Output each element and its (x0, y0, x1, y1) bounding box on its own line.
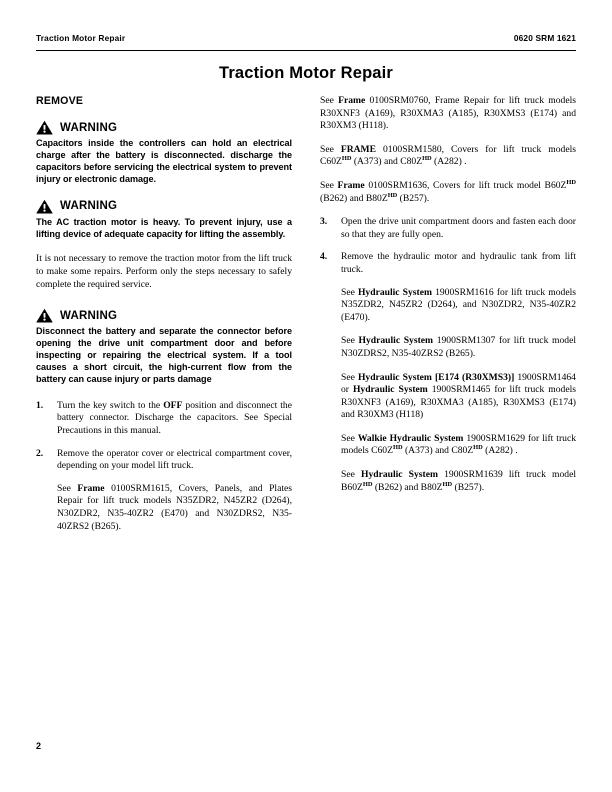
model-superscript-hd: HD (392, 444, 403, 452)
reference-body: 0100SRM0760, Frame Repair for lift truck models R30XNF3 (A169), R30XMA3 (A185), R30XMS3 (E174) and R30XM3 (H118). (320, 95, 576, 132)
reference-body: 1900SRM1307 for lift truck model N30ZDRS2, N35-40ZRS2 (B265). (341, 335, 576, 359)
reference-body-a: 0100SRM1580, Covers for lift truck models C60Z (320, 143, 576, 168)
reference-body-c: (A282) . (482, 445, 518, 457)
reference-body-a: 1900SRM1629 for lift truck models C60Z (341, 432, 576, 457)
reference-text (57, 483, 292, 533)
reference-manual-name: Walkie Hydraulic System (357, 432, 464, 444)
step-number: 1. (36, 399, 44, 411)
model-superscript-hd: HD (341, 155, 352, 163)
warning-text-1: Capacitors inside the controllers can hold an electrical charge after the battery is disconnected. discharge the capacitors before servicing the electrical system to prevent injury or electronic damage. (36, 138, 292, 184)
reference-text (341, 335, 576, 360)
header-document-number: 0620 SRM 1621 (513, 33, 576, 43)
reference-manual-name: Hydraulic System (357, 286, 432, 298)
warning-label-2: WARNING (60, 200, 118, 213)
step-text: Open the drive unit compartment doors and fasten each door so that they are fully open. (341, 216, 576, 240)
warning-label-3: WARNING (60, 309, 118, 322)
reference-hydraulic-1900srm1639 (320, 469, 576, 494)
step-text (57, 400, 292, 438)
reference-manual-name: Hydraulic System (360, 469, 438, 481)
reference-see: See (341, 371, 358, 383)
reference-see: See (57, 482, 78, 494)
page-number: 2 (36, 741, 42, 751)
list-item-step-2 (36, 448, 292, 473)
left-column (36, 95, 292, 725)
step-text: Remove the hydraulic motor and hydraulic tank from lift truck. (341, 251, 576, 275)
running-header (36, 33, 576, 51)
warning-triangle-icon (36, 308, 53, 323)
reference-body-c: (B257). (397, 192, 430, 204)
reference-body-a: 0100SRM1636, Covers for lift truck model B60Z (364, 179, 567, 191)
list-item-step-1 (36, 400, 292, 438)
reference-manual-name: Frame (338, 95, 366, 106)
reference-body-a: 1900SRM1639 lift truck model B60Z (341, 469, 576, 493)
reference-frame-0100srm1636 (320, 180, 576, 205)
list-item-step-4 (320, 251, 576, 276)
reference-walkie-hydraulic-1900srm1629 (320, 433, 576, 458)
reference-body-b: (A373) and C80Z (402, 445, 474, 457)
warning-block-1 (36, 120, 292, 186)
reference-body-a: 1900SRM1464 or (341, 371, 576, 396)
reference-frame-0100srm1615 (36, 483, 292, 533)
reference-see: See (320, 179, 338, 191)
step-number: 4. (320, 251, 328, 263)
reference-see: See (341, 469, 361, 481)
reference-see: See (341, 335, 359, 347)
warning-text-2: The AC traction motor is heavy. To prevent injury, use a lifting device of adequate capacity for lifting the assembly. (36, 216, 292, 239)
paragraph-remove-note: It is not necessary to remove the traction motor from the lift truck to make some repairs. Perform only the steps necessary to safely complete the required service. (36, 253, 292, 290)
model-superscript-hd: HD (442, 480, 453, 488)
reference-body: 0100SRM1615, Covers, Panels, and Plates Repair for lift truck models N35ZDR2, N45ZR2 (D264), N30ZDR2, N35-40ZR2 (E470) and N30ZDRS2, N35-40ZRS2 (B265). (57, 482, 292, 532)
reference-body-b: (B262) and B80Z (372, 481, 443, 493)
reference-body: 1900SRM1616 for lift truck models N35ZDR2, N45ZR2 (D264), and N30ZDR2, N35-40ZR2 (E470). (341, 286, 576, 323)
reference-see: See (320, 143, 341, 155)
reference-see: See (341, 286, 358, 298)
right-column (320, 95, 576, 725)
reference-body-b: (B262) and B80Z (320, 192, 388, 204)
warning-label-1: WARNING (60, 121, 118, 134)
reference-text (341, 469, 576, 494)
reference-manual-name: FRAME (340, 143, 377, 155)
reference-manual-name-a: Hydraulic System [E174 (R30XMS3)] (357, 371, 515, 383)
header-section-title: Traction Motor Repair (36, 33, 126, 43)
step-number: 3. (320, 216, 328, 228)
reference-text (341, 433, 576, 458)
reference-hydraulic-1900srm1616 (320, 287, 576, 325)
list-item-step-3 (320, 216, 576, 241)
warning-header-2 (36, 199, 292, 214)
reference-see: See (320, 95, 339, 106)
warning-block-3 (36, 308, 292, 386)
reference-manual-name: Hydraulic System (358, 335, 434, 347)
reference-hydraulic-1900srm1307 (320, 335, 576, 360)
reference-body-c: (A282) . (431, 156, 467, 168)
reference-body-b: 1900SRM1465 for lift truck models R30XNF3 (A169), R30XMA3 (A185), R30XMS3 (E174) and R30XM3 (H118) (341, 384, 576, 421)
header-divider-rule (36, 50, 576, 51)
page-title: Traction Motor Repair (219, 64, 393, 82)
step-text-pre: Turn the key switch to the (57, 399, 164, 411)
reference-manual-name-b: Hydraulic System (352, 384, 428, 396)
model-superscript-hd: HD (422, 155, 432, 163)
warning-text-3: Disconnect the battery and separate the connector before opening the drive unit compartment door and before inspecting or repairing the electrical system. If a tool causes a short circuit, the high-current flow from the battery can cause injury or parts damage (36, 326, 292, 384)
step-text-post: position and disconnect the battery connector. Discharge the capacitors. See Special Precautions in this manual. (57, 399, 292, 436)
reference-hydraulic-e174 (320, 372, 576, 422)
model-superscript-hd: HD (473, 444, 483, 452)
step-text-emphasis: OFF (163, 399, 183, 411)
warning-triangle-icon (36, 199, 53, 214)
model-superscript-hd: HD (387, 191, 398, 199)
reference-manual-name: Frame (337, 179, 365, 191)
step-text: Remove the operator cover or electrical compartment cover, depending on your model lift truck. (57, 447, 292, 472)
warning-header-3 (36, 308, 292, 323)
reference-text (341, 287, 576, 325)
reference-body-b: (A373) and C80Z (351, 156, 423, 168)
reference-see: See (341, 432, 358, 444)
warning-block-2 (36, 199, 292, 241)
reference-frame-0100srm0760 (320, 95, 576, 133)
warning-header-1 (36, 120, 292, 135)
reference-manual-name: Frame (77, 482, 105, 494)
reference-frame-0100srm1580 (320, 144, 576, 169)
warning-triangle-icon (36, 120, 53, 135)
reference-body-c: (B257). (452, 481, 485, 493)
model-superscript-hd: HD (362, 480, 373, 488)
two-column-body (36, 95, 576, 725)
reference-text (341, 372, 576, 422)
model-superscript-hd: HD (566, 178, 576, 186)
section-heading-remove: REMOVE (36, 95, 84, 107)
step-number: 2. (36, 447, 44, 459)
